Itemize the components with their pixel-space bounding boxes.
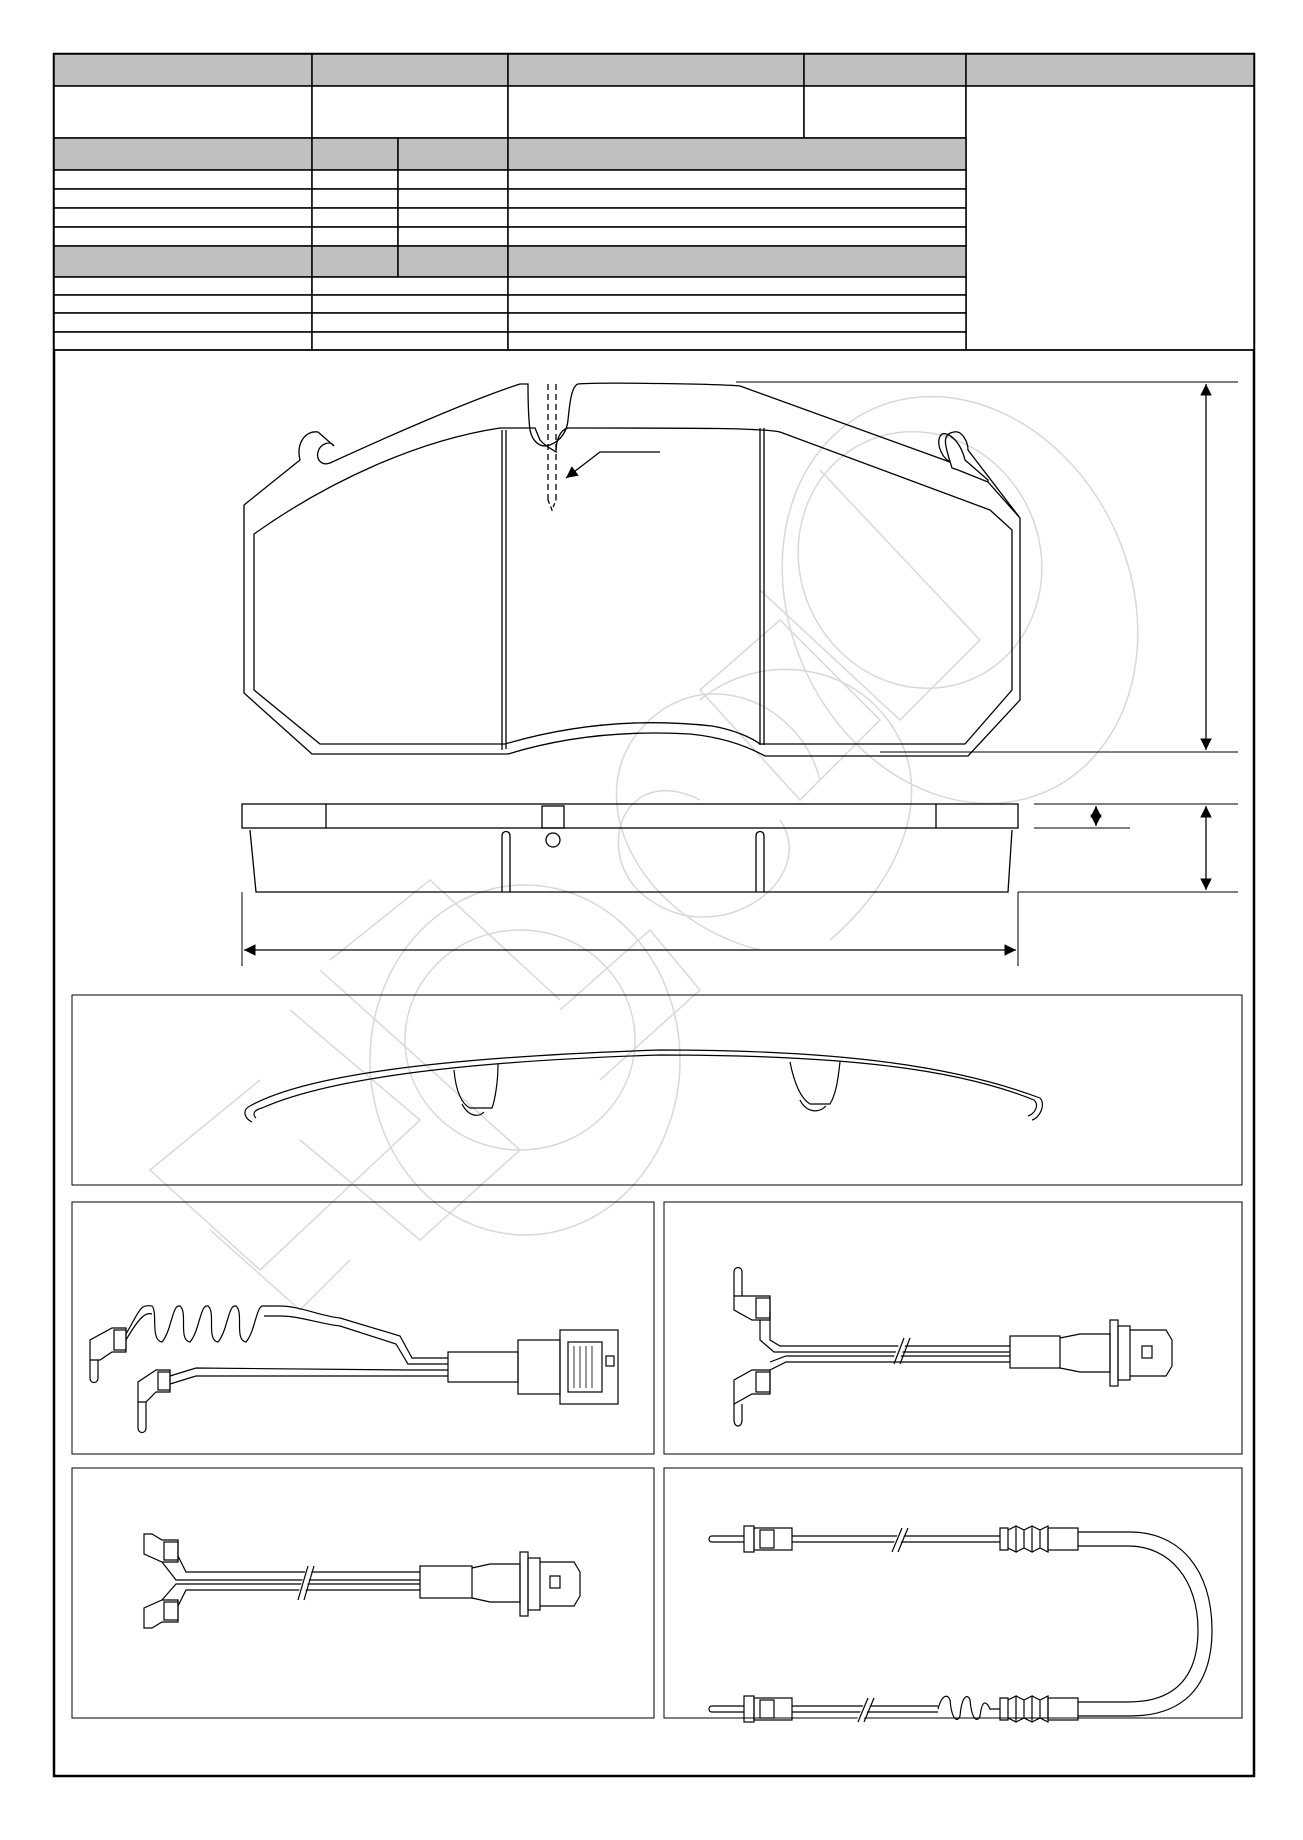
top-header-cell-2: [312, 54, 508, 86]
short-wear-sensor-panel: [72, 1468, 654, 1718]
section-a-header-1: [54, 138, 312, 170]
top-header-cell-3: [508, 54, 804, 86]
looped-dual-wear-sensor-panel: [664, 1468, 1242, 1722]
header-table: [54, 54, 1254, 350]
top-header-cell-1: [54, 54, 312, 86]
watermark-logo: [150, 338, 1203, 1310]
straight-wear-sensor-panel: [664, 1202, 1242, 1454]
coiled-wear-sensor-panel: [72, 1202, 654, 1454]
section-b-header-3: [398, 246, 508, 277]
section-a-header-3: [398, 138, 508, 170]
top-header-cell-4: [804, 54, 966, 86]
value-row-cell-2: [312, 86, 508, 138]
section-b-header-4: [508, 246, 966, 277]
section-b-rows: [54, 277, 966, 350]
top-header-cell-5: [966, 54, 1254, 86]
value-row-cell-4: [804, 86, 966, 138]
section-a-header-2: [312, 138, 398, 170]
section-a-header-4: [508, 138, 966, 170]
side-block: [966, 86, 1254, 350]
section-b-header-1: [54, 246, 312, 277]
section-b-header-2: [312, 246, 398, 277]
value-row-cell-3: [508, 86, 804, 138]
section-a-rows: [54, 170, 966, 246]
value-row-cell-1: [54, 86, 312, 138]
brake-pad-side-view: [242, 804, 1238, 966]
brake-pad-front-view: [244, 380, 1238, 757]
